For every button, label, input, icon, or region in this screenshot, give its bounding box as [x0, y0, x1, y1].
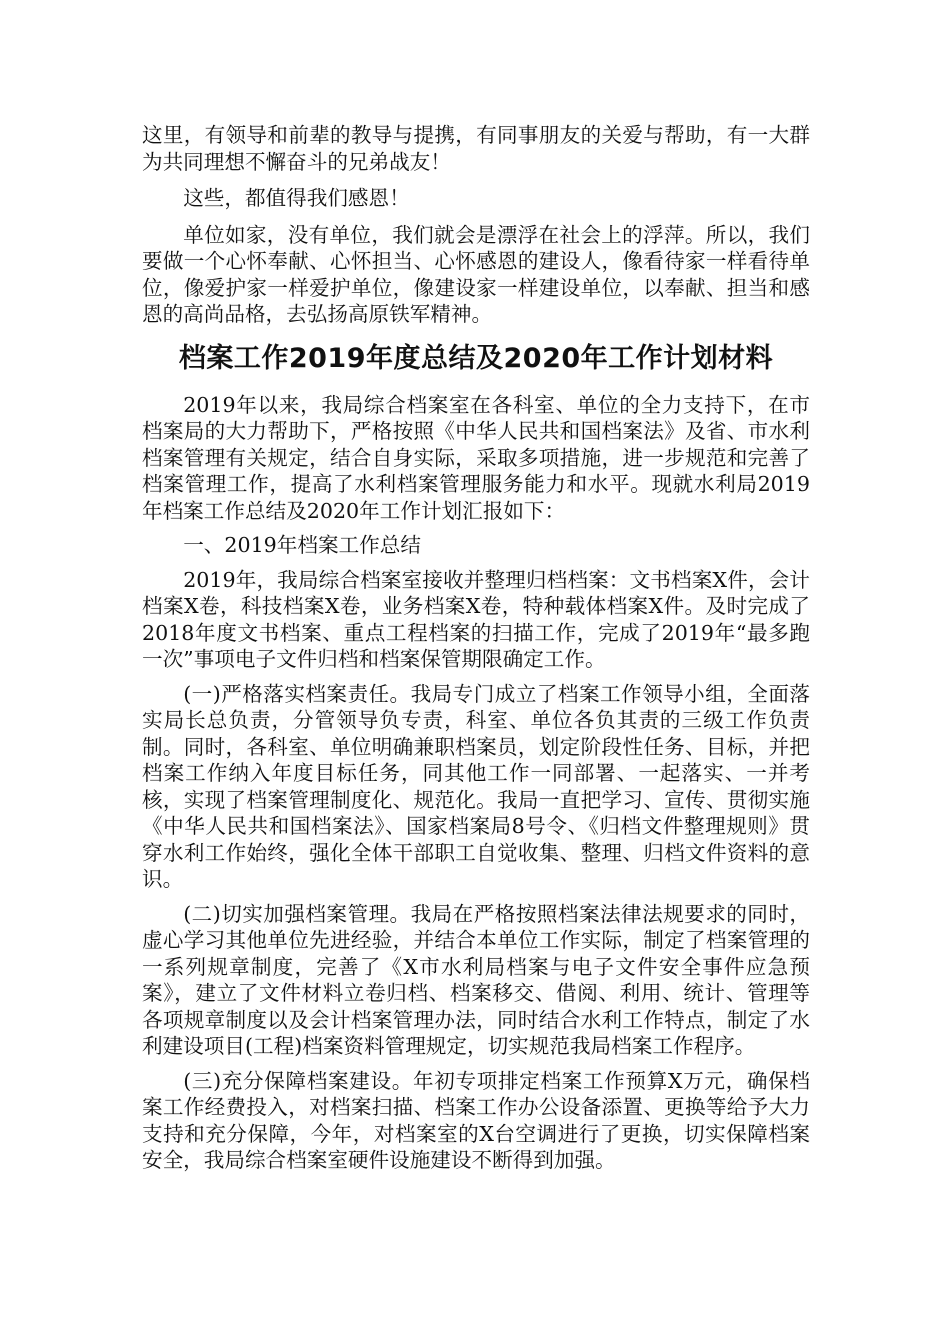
paragraph-management: (二)切实加强档案管理。我局在严格按照档案法律法规要求的同时，虚心学习其他单位先进经验，并结合本单位工作实际，制定了档案管理的一系列规章制度，完善了《X市水利局档案与电子文件安全事件应急预案》，建立了文件材料立卷归档、档案移交、借阅、利用、统计、管理等各项规章制度以及会计档案管理办法，同时结合水利工作特点，制定了水利建设项目(工程)档案资料管理规定，切实规范我局档案工作程序。 — [142, 901, 810, 1058]
paragraph-intro-1: 这里，有领导和前辈的教导与提携，有同事朋友的关爱与帮助，有一大群为共同理想不懈奋斗的兄弟战友！ — [142, 123, 810, 174]
paragraph-overview: 2019年以来，我局综合档案室在各科室、单位的全力支持下，在市档案局的大力帮助下，严格按照《中华人民共和国档案法》及省、市水利档案管理有关规定，结合自身实际，采取多项措施，进一步规范和完善了档案管理工作，提高了水利档案管理服务能力和水平。现就水利局2019年档案工作总结及2020年工作计划汇报如下： — [142, 392, 810, 523]
paragraph-intro-2: 这些，都值得我们感恩！ — [183, 186, 410, 210]
paragraph-responsibility: (一)严格落实档案责任。我局专门成立了档案工作领导小组，全面落实局长总负责，分管领导负专责，科室、单位各负其责的三级工作负责制。同时，各科室、单位明确兼职档案员，划定阶段性任务、目标，并把档案工作纳入年度目标任务，同其他工作一同部署、一起落实、一并考核，实现了档案管理制度化、规范化。我局一直把学习、宣传、贯彻实施《中华人民共和国档案法》、国家档案局8号令、《归档文件整理规则》贯穿水利工作始终，强化全体干部职工自觉收集、整理、归档文件资料的意识。 — [142, 681, 810, 891]
paragraph-funding: (三)充分保障档案建设。年初专项排定档案工作预算X万元，确保档案工作经费投入，对档案扫描、档案工作办公设备添置、更换等给予大力支持和充分保障，今年，对档案室的X台空调进行了更换，切实保障档案安全，我局综合档案室硬件设施建设不断得到加强。 — [142, 1068, 810, 1172]
document-title: 档案工作2019年度总结及2020年工作计划材料 — [178, 342, 774, 374]
section-heading-summary: 一、2019年档案工作总结 — [183, 533, 421, 557]
paragraph-archive-stats: 2019年，我局综合档案室接收并整理归档档案：文书档案X件，会计档案X卷，科技档案X卷，业务档案X卷，特种载体档案X件。及时完成了2018年度文书档案、重点工程档案的扫描工作，完成了2019年“最多跑一次”事项电子文件归档和档案保管期限确定工作。 — [142, 567, 810, 671]
paragraph-intro-3: 单位如家，没有单位，我们就会是漂浮在社会上的浮萍。所以，我们要做一个心怀奉献、心怀担当、心怀感恩的建设人，像看待家一样看待单位，像爱护家一样爱护单位，像建设家一样建设单位，以奉献、担当和感恩的高尚品格，去弘扬高原铁军精神。 — [142, 222, 810, 326]
